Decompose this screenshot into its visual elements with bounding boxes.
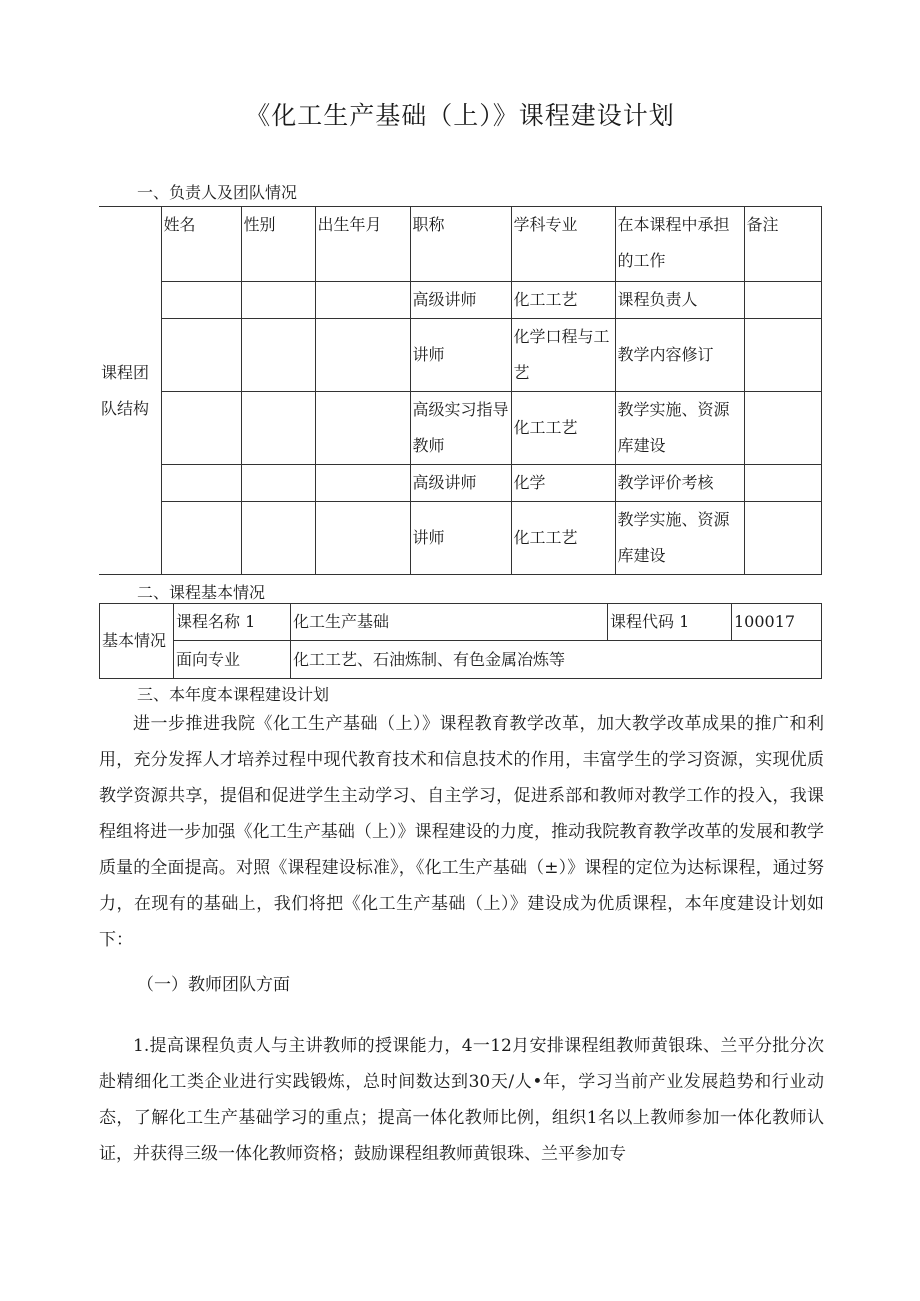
course-code-value: 100017: [732, 604, 822, 641]
header-gender: 性别: [241, 207, 315, 282]
header-name: 姓名: [161, 207, 241, 282]
team-cell-major: 化工工艺: [511, 282, 615, 319]
team-cell-work: 教学实施、资源库建设: [615, 502, 744, 575]
course-code-label: 课程代码 1: [608, 604, 732, 641]
item1-text: 1.提高课程负责人与主讲教师的授课能力，4一12月安排课程组教师黄银珠、兰平分批分次赴精细化工类企业进行实践锻炼，总时间数达到30天/人•年，学习当前产业发展趋势和行业动态，了解化工生产基础学习的重点；提高一体化教师比例，组织1名以上教师参加一体化教师认证，并获得三级一体化教师资格；鼓励课程组教师黄银珠、兰平参加专: [99, 1036, 824, 1164]
team-cell-major: 化工工艺: [511, 502, 615, 575]
team-cell-title: 高级讲师: [410, 465, 511, 502]
team-cell-gender: [241, 319, 315, 392]
header-note: 备注: [744, 207, 821, 282]
team-table: [99, 206, 822, 575]
header-birth: 出生年月: [315, 207, 410, 282]
team-cell-major: 化工工艺: [511, 392, 615, 465]
team-cell-work: 教学评价考核: [615, 465, 744, 502]
subsection-heading: （一）教师团队方面: [137, 975, 290, 995]
team-cell-major: 化学口程与工艺: [511, 319, 615, 392]
team-cell-note: [744, 502, 821, 575]
team-cell-name: [161, 392, 241, 465]
course-name-value: 化工生产基础: [291, 604, 608, 641]
team-cell-birth: [315, 465, 410, 502]
team-row-label: 课程团队结构: [99, 207, 161, 575]
team-cell-gender: [241, 502, 315, 575]
team-cell-birth: [315, 502, 410, 575]
team-cell-gender: [241, 465, 315, 502]
section2-heading: 二、课程基本情况: [137, 583, 266, 602]
team-cell-note: [744, 392, 821, 465]
team-cell-major: 化学: [511, 465, 615, 502]
item1-paragraph: [99, 1028, 824, 1172]
course-name-label: 课程名称 1: [174, 604, 291, 641]
team-cell-title: 讲师: [410, 319, 511, 392]
page-title: 《化工生产基础（上）》课程建设计划: [245, 101, 675, 130]
team-cell-work: 教学实施、资源库建设: [615, 392, 744, 465]
team-cell-title: 高级讲师: [410, 282, 511, 319]
team-cell-name: [161, 502, 241, 575]
team-cell-name: [161, 282, 241, 319]
major-label: 面向专业: [174, 641, 291, 679]
team-cell-title: 讲师: [410, 502, 511, 575]
section3-heading: 三、本年度本课程建设计划: [137, 685, 330, 704]
intro-paragraph: [99, 706, 824, 958]
team-cell-work: 教学内容修订: [615, 319, 744, 392]
team-cell-work: 课程负责人: [615, 282, 744, 319]
section1-heading: 一、负责人及团队情况: [137, 183, 298, 202]
team-cell-gender: [241, 392, 315, 465]
basic-row-label: 基本情况: [100, 604, 174, 679]
team-cell-note: [744, 319, 821, 392]
basic-info-table: [99, 603, 822, 679]
header-title: 职称: [410, 207, 511, 282]
team-cell-birth: [315, 392, 410, 465]
team-cell-gender: [241, 282, 315, 319]
header-major: 学科专业: [511, 207, 615, 282]
team-cell-name: [161, 465, 241, 502]
header-work: 在本课程中承担的工作: [615, 207, 744, 282]
team-cell-note: [744, 465, 821, 502]
team-cell-birth: [315, 319, 410, 392]
team-cell-birth: [315, 282, 410, 319]
major-value: 化工工艺、石油炼制、有色金属冶炼等: [291, 641, 822, 679]
intro-text: 进一步推进我院《化工生产基础（上）》课程教育教学改革，加大教学改革成果的推广和利用，充分发挥人才培养过程中现代教育技术和信息技术的作用，丰富学生的学习资源，实现优质教学资源共享，提倡和促进学生主动学习、自主学习，促进系部和教师对教学工作的投入，我课程组将进一步加强《化工生产基础（上）》课程建设的力度，推动我院教育教学改革的发展和教学质量的全面提高。对照《课程建设标准》，《化工生产基础（±）》课程的定位为达标课程，通过努力，在现有的基础上，我们将把《化工生产基础（上）》建设成为优质课程，本年度建设计划如下：: [99, 714, 824, 950]
team-cell-note: [744, 282, 821, 319]
team-cell-name: [161, 319, 241, 392]
team-cell-title: 高级实习指导教师: [410, 392, 511, 465]
